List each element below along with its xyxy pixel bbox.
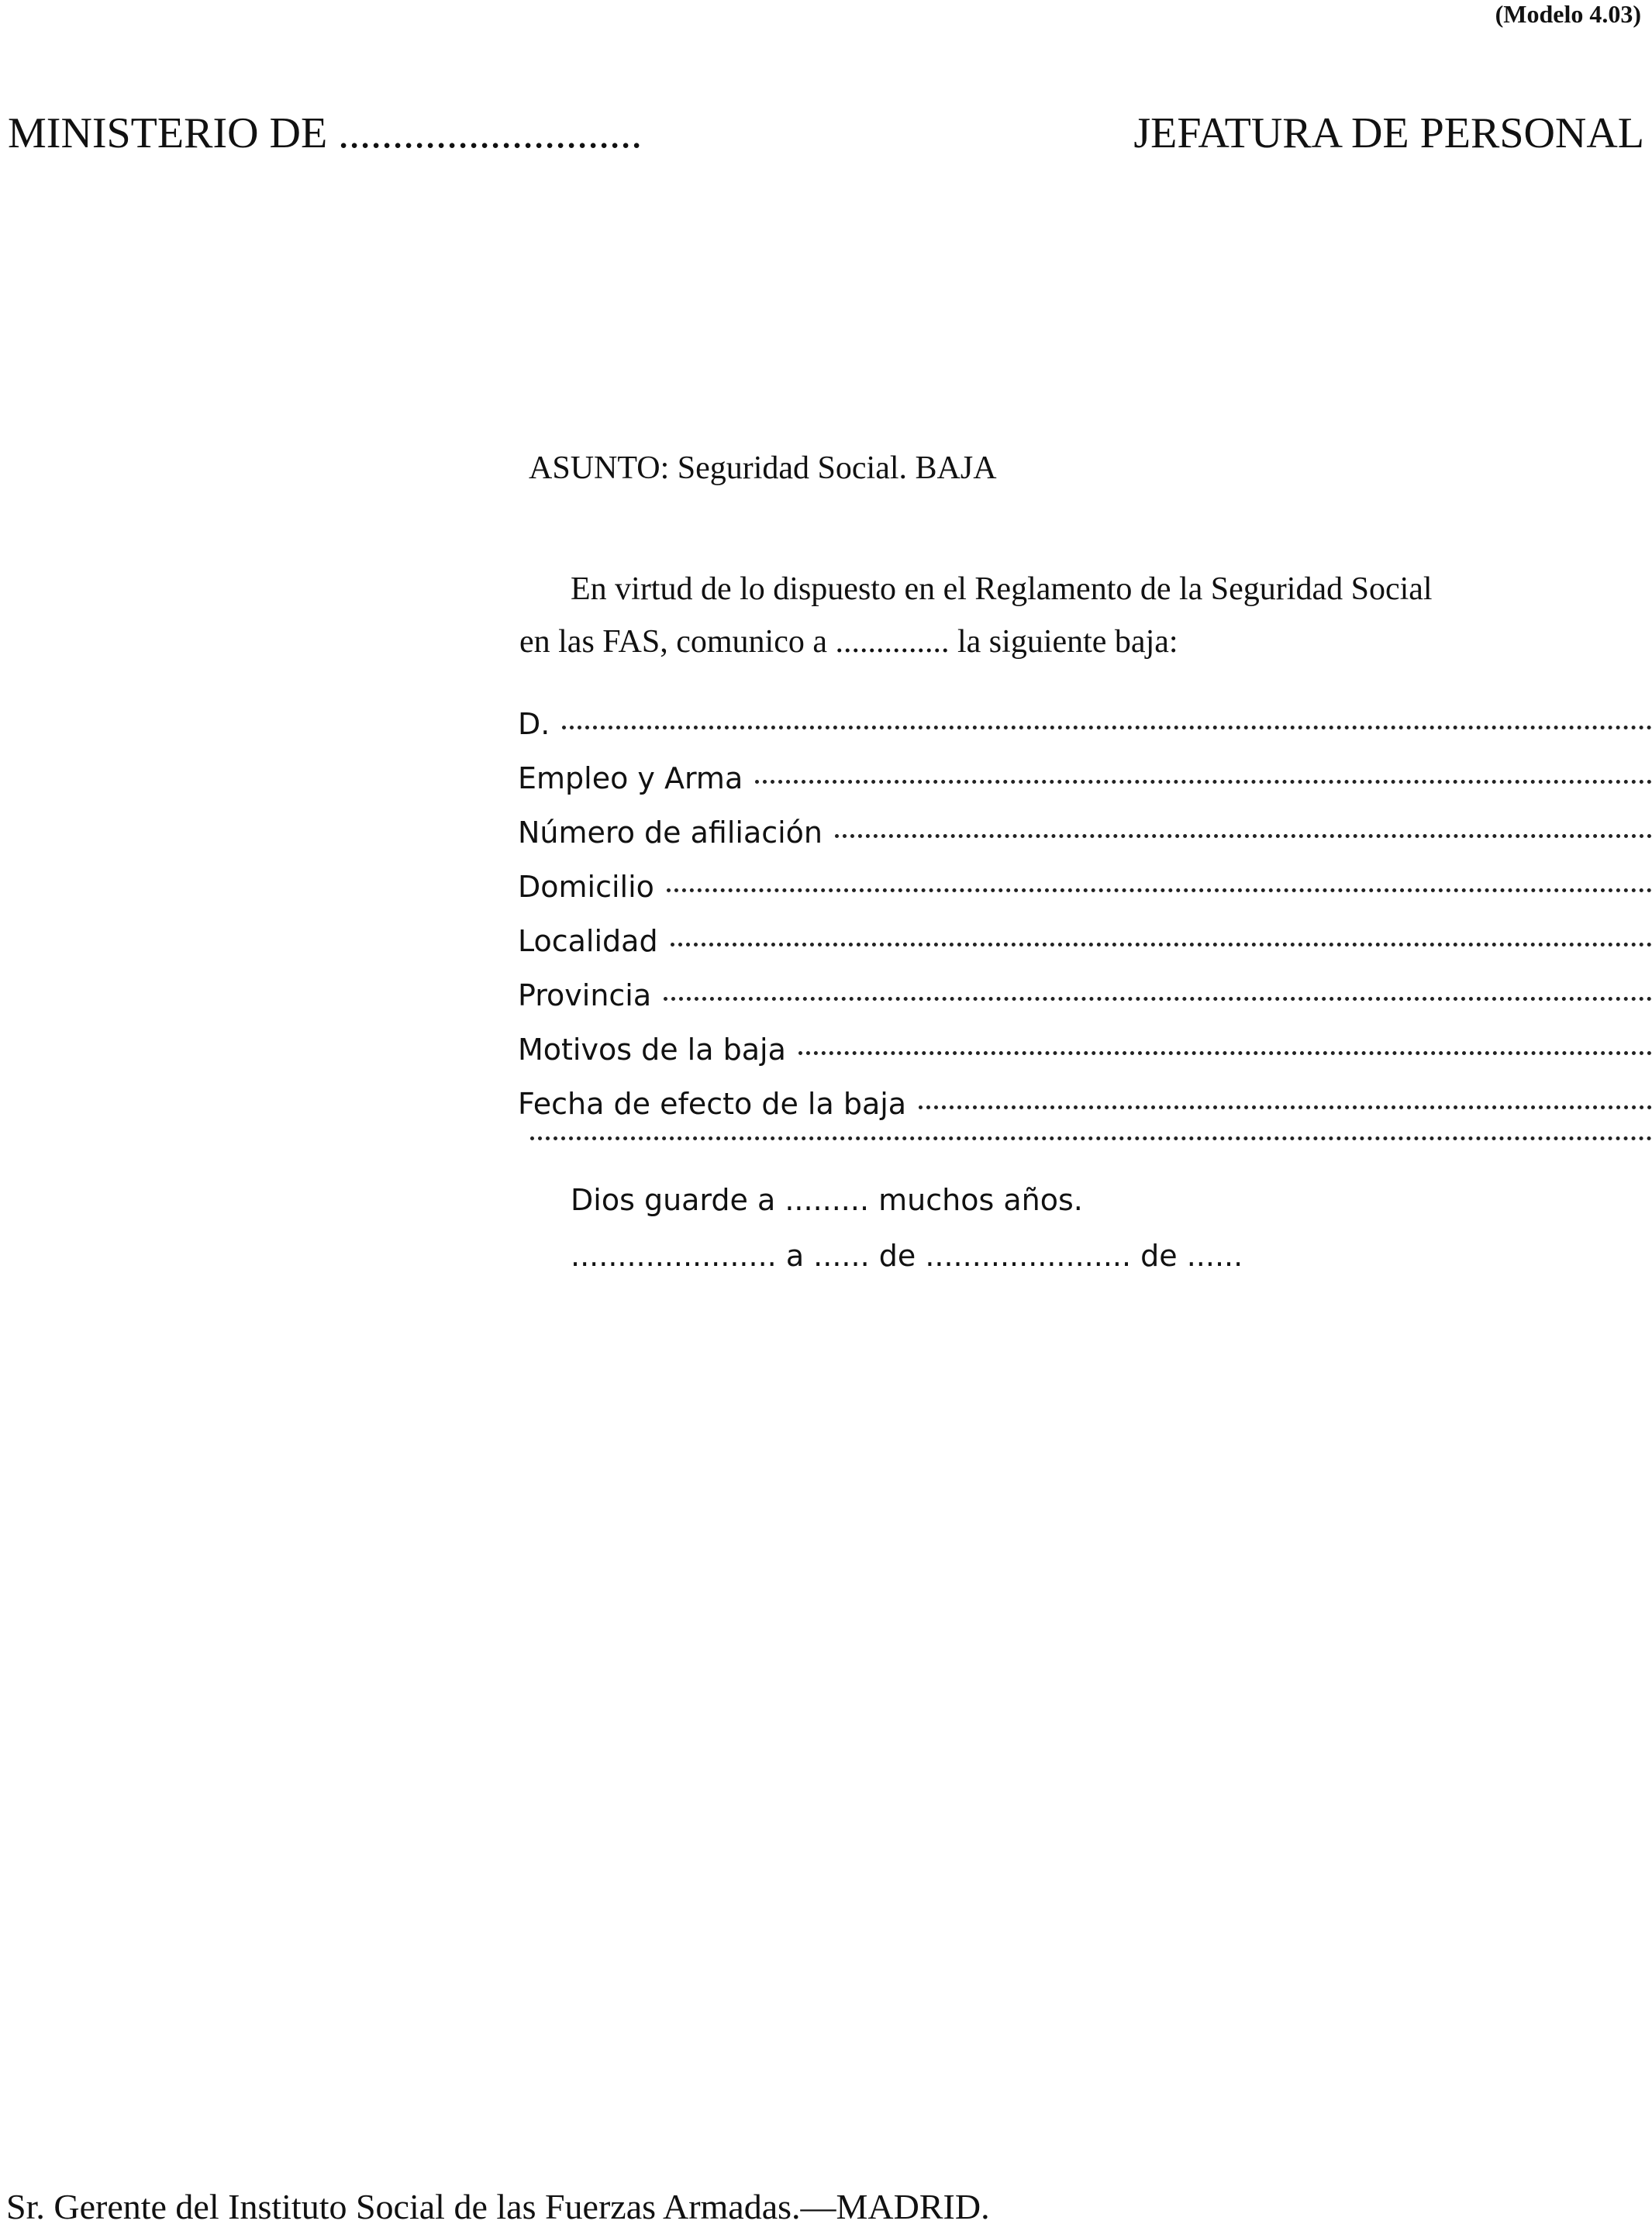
field-label-province: Provincia <box>518 978 652 1012</box>
field-leader-province[interactable] <box>664 997 1652 1001</box>
field-row-name <box>518 707 1652 761</box>
closing-formula: Dios guarde a ......... muchos años. <box>571 1183 1083 1217</box>
field-row-address <box>518 870 1652 924</box>
form-fields <box>518 707 1652 1195</box>
field-row-locality <box>518 924 1652 978</box>
field-label-address: Domicilio <box>518 870 654 904</box>
field-label-affiliation: Número de afiliación <box>518 816 823 850</box>
field-leader-affiliation[interactable] <box>835 834 1652 838</box>
field-label-effective-date: Fecha de efecto de la baja <box>518 1087 907 1121</box>
field-leader-address[interactable] <box>667 888 1652 892</box>
field-leader-reasons[interactable] <box>798 1051 1652 1055</box>
field-leader-rank[interactable] <box>755 780 1652 784</box>
model-label: (Modelo 4.03) <box>1495 0 1641 28</box>
ministry-heading: MINISTERIO DE ............................ <box>8 109 643 157</box>
department-heading: JEFATURA DE PERSONAL <box>1133 109 1644 157</box>
field-label-name: D. <box>518 707 550 741</box>
body-line-1: En virtud de lo dispuesto en el Reglamento de la Seguridad Social <box>571 571 1433 607</box>
field-row-reasons <box>518 1033 1652 1087</box>
field-row-affiliation <box>518 816 1652 870</box>
field-label-rank: Empleo y Arma <box>518 761 743 795</box>
field-row-rank <box>518 761 1652 816</box>
field-row-effective-date <box>518 1087 1652 1141</box>
field-leader-name[interactable] <box>562 726 1652 729</box>
subject-line: ASUNTO: Seguridad Social. BAJA <box>529 450 997 486</box>
field-label-reasons: Motivos de la baja <box>518 1033 786 1067</box>
field-row-province <box>518 978 1652 1033</box>
field-leader-effective-date[interactable] <box>919 1105 1652 1109</box>
date-line: ...................... a ...... de ...................... de ...... <box>571 1239 1243 1273</box>
field-leader-blank[interactable] <box>530 1136 1652 1140</box>
addressee-line: Sr. Gerente del Instituto Social de las Fuerzas Armadas.—MADRID. <box>6 2187 990 2226</box>
field-label-locality: Localidad <box>518 924 658 958</box>
field-leader-locality[interactable] <box>671 943 1652 947</box>
body-line-2: en las FAS, comunico a .............. la siguiente baja: <box>519 624 1178 660</box>
